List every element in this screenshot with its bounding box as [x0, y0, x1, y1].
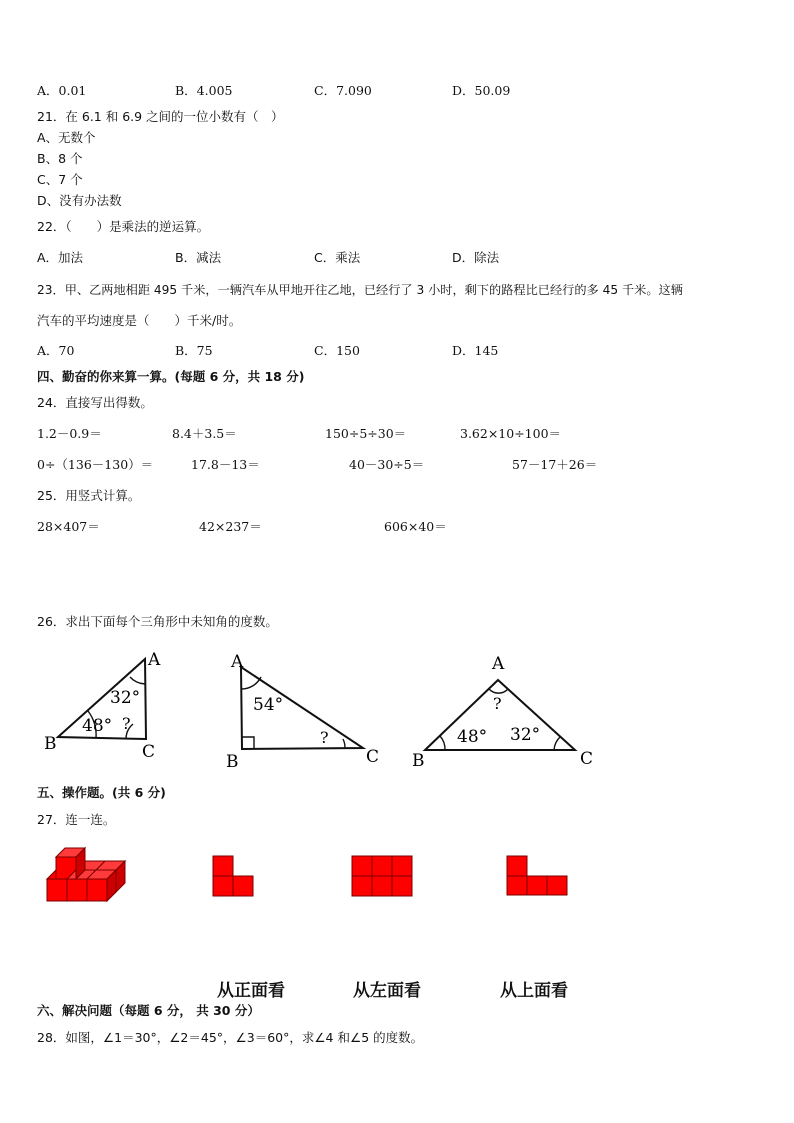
q24-row1-item1: 1.2－0.9＝ [37, 426, 102, 441]
view-label-left: 从左面看 [353, 981, 421, 1001]
section6-title: 六、解决问题（每题 6 分， 共 30 分） [37, 1003, 260, 1018]
q21-option-c: C、7 个 [37, 172, 83, 187]
tri3-vertex-b: B [412, 751, 425, 771]
tri3-angle-c: 32° [510, 725, 541, 745]
q25-stem: 25．用竖式计算。 [37, 488, 141, 503]
q27-figures [0, 840, 794, 920]
q23-option-c: C．150 [314, 343, 360, 358]
tri2-vertex-c: C [366, 747, 380, 767]
tri1-angle-a: 32° [110, 688, 141, 708]
q22-option-a: A．加法 [37, 250, 84, 265]
q23-option-b: B．75 [175, 343, 213, 358]
q25-item3: 606×40＝ [384, 519, 447, 534]
q24-row1-item3: 150÷5÷30＝ [325, 426, 407, 441]
q23-stem-line2: 汽车的平均速度是（ ）千米/时。 [37, 313, 242, 328]
view-label-top: 从上面看 [500, 981, 568, 1001]
tri3-unknown: ? [493, 694, 502, 713]
tri2-unknown: ? [320, 728, 329, 747]
q23-stem-line1: 23．甲、乙两地相距 495 千米，一辆汽车从甲地开往乙地，已经行了 3 小时，剩下的路程比已经行的多 45 千米。这辆 [37, 283, 683, 297]
q22-option-c: C．乘法 [314, 250, 361, 265]
q24-row1-item4: 3.62×10÷100＝ [460, 426, 562, 441]
q23-option-d: D．145 [452, 343, 499, 358]
section5-title: 五、操作题。(共 6 分) [37, 785, 166, 800]
tri3-vertex-a: A [492, 654, 505, 674]
cube-view-block [352, 856, 412, 896]
tri1-vertex-b: B [44, 734, 57, 754]
q24-row2-item4: 57－17＋26＝ [512, 457, 598, 472]
tri2-vertex-a: A [231, 652, 244, 672]
tri1-angle-b: 48° [82, 716, 113, 736]
q20-option-d: D．50.09 [452, 83, 511, 98]
cube-view-long-l [507, 856, 567, 895]
tri2-vertex-b: B [226, 752, 239, 772]
tri1-unknown: ? [122, 714, 131, 733]
section4-title: 四、勤奋的你来算一算。(每题 6 分，共 18 分) [37, 369, 305, 384]
tri1-vertex-c: C [142, 742, 156, 762]
q20-option-a: A．0.01 [37, 83, 87, 98]
q22-option-b: B．减法 [175, 250, 222, 265]
q27-stem: 27．连一连。 [37, 812, 116, 827]
q24-row2-item3: 40－30÷5＝ [349, 457, 425, 472]
q22-stem: 22．（ ）是乘法的逆运算。 [37, 219, 210, 234]
q23-option-a: A．70 [37, 343, 75, 358]
q26-triangles-figure [0, 645, 794, 785]
view-label-front: 从正面看 [217, 981, 285, 1001]
cube-view-l-shape [213, 856, 253, 896]
triangle-3 [425, 680, 575, 750]
q21-option-d: D、没有办法数 [37, 193, 122, 208]
tri2-angle-a: 54° [253, 695, 284, 715]
q24-row1-item2: 8.4＋3.5＝ [172, 426, 237, 441]
q24-row2-item1: 0÷（136－130）＝ [37, 457, 154, 472]
tri3-angle-b: 48° [457, 727, 488, 747]
q25-item2: 42×237＝ [199, 519, 262, 534]
q26-stem: 26．求出下面每个三角形中未知角的度数。 [37, 614, 278, 629]
cube-stack-3d [47, 848, 125, 901]
q20-option-b: B．4.005 [175, 83, 233, 98]
q20-option-c: C．7.090 [314, 83, 372, 98]
q21-option-a: A、无数个 [37, 130, 96, 145]
q21-stem: 21．在 6.1 和 6.9 之间的一位小数有（ ） [37, 109, 284, 124]
q28-stem: 28．如图，∠1＝30°，∠2＝45°，∠3＝60°，求∠4 和∠5 的度数。 [37, 1030, 424, 1045]
tri3-vertex-c: C [580, 749, 594, 769]
q25-item1: 28×407＝ [37, 519, 100, 534]
q21-option-b: B、8 个 [37, 151, 83, 166]
q22-option-d: D．除法 [452, 250, 500, 265]
q24-row2-item2: 17.8－13＝ [191, 457, 260, 472]
q24-stem: 24．直接写出得数。 [37, 395, 153, 410]
tri1-vertex-a: A [148, 650, 161, 670]
